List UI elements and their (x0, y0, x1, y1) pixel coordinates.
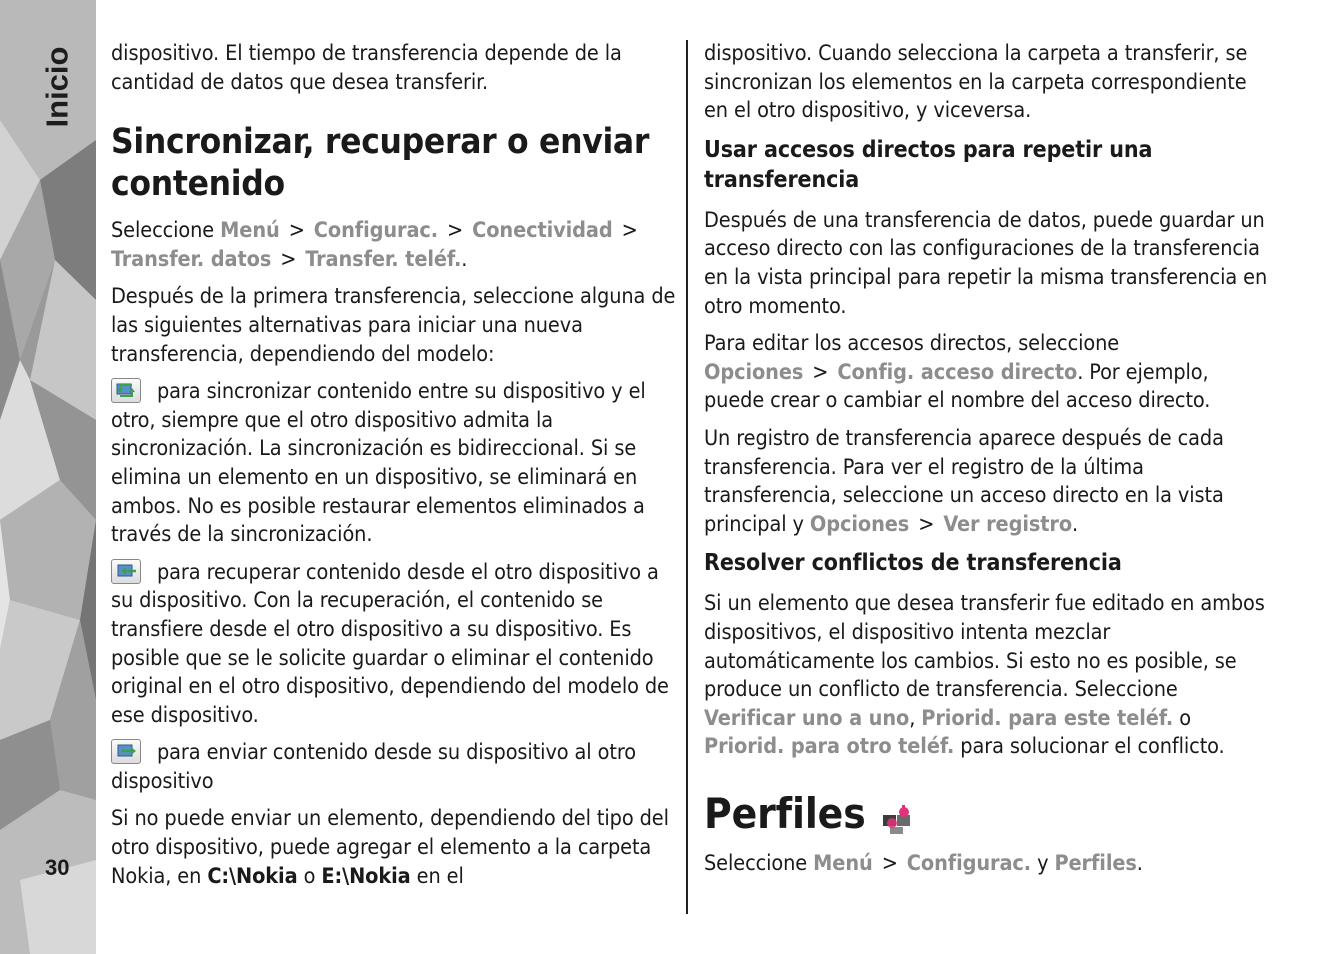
menu-item-verificar-uno-a-uno[interactable]: Verificar uno a uno (704, 705, 910, 731)
sync-icon (111, 378, 141, 403)
profiles-heading: Perfiles (704, 788, 1270, 840)
path-separator: > (447, 218, 464, 244)
menu-item-transfer-datos[interactable]: Transfer. datos (111, 246, 272, 272)
menu-item-configurac[interactable]: Configurac. (313, 218, 439, 244)
edit-shortcuts-paragraph: Para editar los accesos directos, seleccione Opciones > Config. acceso directo. Por ejemplo, puede crear o cambiar el nombre del acceso directo. (704, 331, 1211, 414)
path-separator: > (280, 246, 297, 272)
menu-item-transfer-telef[interactable]: Transfer. teléf. (305, 246, 462, 272)
menu-item-menu[interactable]: Menú (220, 218, 280, 244)
continue-paragraph: dispositivo. Cuando selecciona la carpeta a transferir, se sincronizan los elementos en la carpeta correspondiente en el otro dispositivo, y viceversa. (704, 41, 1248, 124)
path-c-nokia: C:\Nokia (207, 863, 298, 889)
decorative-side-strip (0, 0, 96, 954)
menu-item-opciones[interactable]: Opciones (704, 359, 804, 385)
option-send: para enviar contenido desde su dispositivo al otro dispositivo (111, 740, 636, 794)
conflicts-heading: Resolver conflictos de transferencia (704, 550, 1122, 577)
faceted-background-art (0, 0, 96, 954)
path-separator: > (288, 218, 305, 244)
menu-item-configurac[interactable]: Configurac. (906, 850, 1032, 876)
column-divider (686, 40, 688, 914)
path-separator: > (881, 850, 898, 876)
retrieve-icon (111, 559, 141, 584)
path-e-nokia: E:\Nokia (321, 863, 411, 889)
conflicts-paragraph: Si un elemento que desea transferir fue editado en ambos dispositivos, el dispositivo intenta mezclar automáticamente los cambios. Si esto no es posible, se produce un conflicto de transferencia. Seleccione Verificar uno a uno, Priorid. para este teléf. o Priorid. para otro teléf. para solucionar el conflicto. (704, 591, 1265, 760)
option-retrieve: para recuperar contenido desde el otro dispositivo a su dispositivo. Con la recuperación, el contenido se transfiere desde el otro dispositivo a su dispositivo. Es posible que se le solicite guardar o eliminar el contenido original en el otro dispositivo, dependiendo del modelo de ese dispositivo. (111, 559, 669, 728)
menu-item-opciones[interactable]: Opciones (809, 511, 910, 537)
sync-heading: Sincronizar, recuperar o enviar contenido (111, 122, 650, 205)
section-label: Inicio (39, 46, 75, 128)
menu-item-priorid-otro-telef[interactable]: Priorid. para otro teléf. (704, 734, 955, 760)
menu-item-perfiles[interactable]: Perfiles (1054, 850, 1137, 876)
transfer-log-paragraph: Un registro de transferencia aparece después de cada transferencia. Para ver el registro de la última transferencia, seleccione un acceso directo en la vista principal y Opciones > Ver registro. (704, 425, 1224, 537)
send-icon (111, 739, 141, 764)
option-sync: para sincronizar contenido entre su dispositivo y el otro, siempre que el otro dispositivo admita la sincronización. La sincronización es bidireccional. Si se elimina un elemento en un dispositivo, se eliminará en ambos. No es posible restaurar elementos eliminados a través de la sincronización. (111, 379, 646, 548)
menu-path-paragraph: Seleccione Menú > Configurac. > Conectividad > Transfer. datos > Transfer. teléf.. (111, 218, 638, 272)
menu-item-menu[interactable]: Menú (813, 850, 873, 876)
menu-item-priorid-este-telef[interactable]: Priorid. para este teléf. (921, 705, 1174, 731)
left-column (111, 40, 676, 900)
page-number: 30 (45, 855, 70, 880)
cannot-send-paragraph: Si no puede enviar un elemento, dependiendo del tipo del otro dispositivo, puede agregar el elemento a la carpeta Nokia, en C:\Nokia o E:\Nokia en el (111, 806, 669, 889)
path-separator: > (918, 511, 935, 537)
profiles-icon (880, 797, 914, 831)
shortcuts-paragraph: Después de una transferencia de datos, puede guardar un acceso directo con las configuraciones de la transferencia en la vista principal para repetir la misma transferencia en otro momento. (704, 207, 1268, 319)
profiles-path-paragraph: Seleccione Menú > Configurac. y Perfiles. (704, 850, 1143, 876)
intro-paragraph: dispositivo. El tiempo de transferencia depende de la cantidad de datos que desea transferir. (111, 41, 622, 95)
right-column (704, 40, 1270, 887)
shortcuts-heading: Usar accesos directos para repetir una transferencia (704, 136, 1153, 193)
menu-item-conectividad[interactable]: Conectividad (472, 218, 613, 244)
path-separator: > (812, 359, 829, 385)
path-separator: > (621, 218, 638, 244)
menu-item-config-acceso-directo[interactable]: Config. acceso directo (837, 359, 1078, 385)
after-first-transfer-paragraph: Después de la primera transferencia, seleccione alguna de las siguientes alternativas para iniciar una nueva transferencia, dependiendo del modelo: (111, 284, 676, 367)
menu-item-ver-registro[interactable]: Ver registro (943, 511, 1073, 537)
